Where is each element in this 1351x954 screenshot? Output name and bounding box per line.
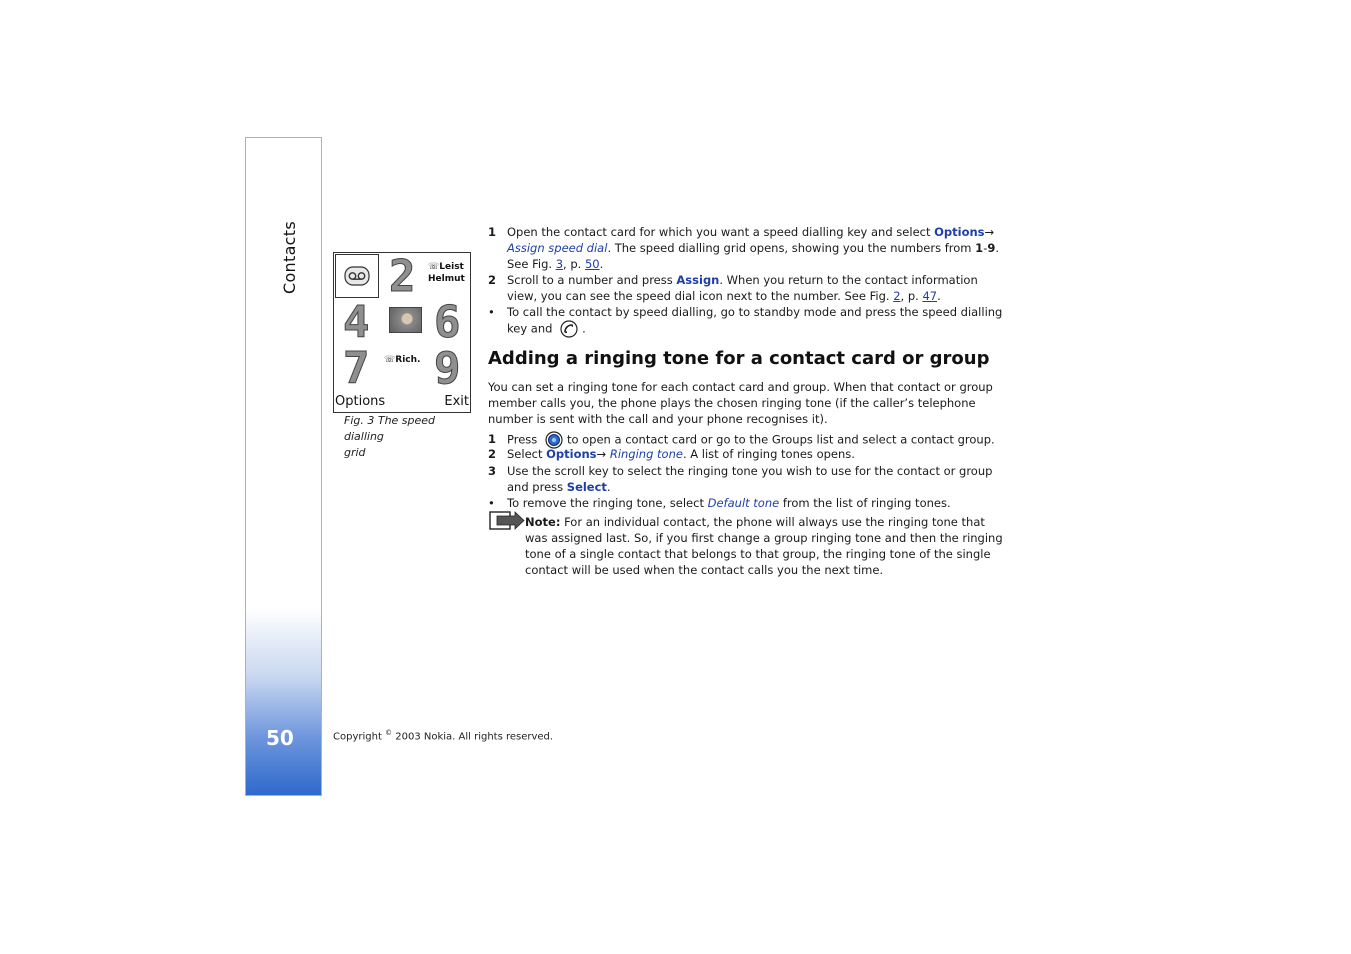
step-number: 2 — [488, 273, 497, 287]
options-keyword: Options — [934, 225, 985, 239]
digit-2: 2 — [389, 251, 414, 302]
figure-caption — [344, 413, 474, 461]
note-icon — [489, 510, 525, 532]
note-label: Note: — [525, 515, 561, 529]
digit-6: 6 — [434, 297, 459, 348]
contact-name: Rich. — [395, 355, 421, 365]
copyright: Copyright © 2003 Nokia. All rights reserved. — [333, 729, 554, 743]
softkey-bar — [334, 394, 470, 412]
contact-phone-icon: ☏ — [384, 355, 396, 365]
contact-tag-helmut: Helmut — [428, 274, 465, 284]
page-number: 50 — [266, 726, 294, 750]
step-number: 2 — [488, 447, 497, 461]
intro-line: number is sent with the call and your phone recognises it). — [488, 412, 828, 426]
softkey-options[interactable]: Options — [335, 394, 386, 409]
digit-4: 4 — [343, 297, 368, 348]
speed-dial-grid-figure — [333, 252, 471, 413]
figure-link[interactable]: 2 — [893, 289, 901, 303]
voicemail-icon — [344, 265, 370, 287]
step-number: 1 — [488, 225, 497, 239]
options-keyword: Options — [546, 447, 597, 461]
contact-tag-rich — [384, 355, 420, 366]
page-link[interactable]: 50 — [584, 257, 600, 271]
assign-speed-dial-command: Assign speed dial — [507, 241, 608, 255]
bullet-mark: • — [488, 496, 495, 510]
speed-dial-instructions: 1 Open the contact card for which you want a speed dialling key and select Options→ Assign speed dial. The speed dialling grid opens, showing you the numbers from 1-9. See Fig. 3, p. 50. 2 Scroll to a number and press Assign. When you return to the contact information view, you can see the speed dial icon next to the number. See Fig. 2, p. 47. • To call the contact by speed dialling, go to standby mode and press the speed dialling key and . — [488, 224, 958, 336]
section-title: Contacts — [280, 221, 299, 294]
ringing-tone-command: Ringing tone — [609, 447, 683, 461]
default-tone-command: Default tone — [707, 496, 780, 510]
softkey-exit[interactable]: Exit — [444, 394, 469, 409]
note-line: was assigned last. So, if you first change a group ringing tone and then the ringing — [525, 531, 1003, 545]
note-line: tone of a single contact that belongs to that group, the ringing tone of the single — [525, 547, 991, 561]
intro-line: You can set a ringing tone for each contact card and group. When that contact or group — [488, 380, 993, 394]
voicemail-cell — [335, 254, 379, 298]
call-key-icon — [558, 320, 580, 338]
figure-caption-line: grid — [344, 446, 366, 459]
intro-line: member calls you, the phone plays the chosen ringing tone (if the caller’s telephone — [488, 396, 976, 410]
step-number: 3 — [488, 464, 497, 478]
copyright-symbol: © — [385, 729, 393, 737]
contact-tag-leist — [428, 262, 464, 273]
step-number: 1 — [488, 432, 497, 446]
assign-keyword: Assign — [676, 273, 720, 287]
figure-caption-line: Fig. 3 The speed dialling — [344, 414, 436, 443]
note-line: contact will be used when the contact calls you the next time. — [525, 563, 884, 577]
figure-link[interactable]: 3 — [555, 257, 564, 271]
section-heading: Adding a ringing tone for a contact card or group — [488, 348, 990, 369]
step-text: Open the contact card for which you want a speed dialling key and select Options→ — [507, 225, 995, 239]
digit-9: 9 — [434, 343, 459, 394]
ringing-tone-instructions: You can set a ringing tone for each contact card and group. When that contact or group member calls you, the phone plays the chosen ringing tone (if the caller’s telephone number is sent with the call and your phone recognises it). 1 Press to open a contact card or go to the Groups list and select a contact group. 2 Select Options→ Ringing tone. A list of ringing tones opens. 3 Use the scroll key to select the ringing tone you wish to use for the contact or group and press Select. • To remove the ringing tone, select Default tone from the list of ringing tones. Note: For an individual contact, the phone will always use the ringing tone that was assigned last. So, if you first change a group ringing tone and then the ringing tone of a single contact that belongs to that group, the ringing tone of the single contact will be used when the contact calls you the next time. — [488, 380, 1003, 577]
contact-photo-thumbnail — [389, 307, 422, 333]
note-line: Note: For an individual contact, the phone will always use the ringing tone that — [525, 515, 985, 529]
select-keyword: Select — [566, 480, 607, 494]
contact-phone-icon: ☏ — [428, 262, 440, 272]
page-link[interactable]: 47 — [922, 289, 938, 303]
contact-name: Leist — [439, 262, 464, 272]
bullet-mark: • — [488, 305, 495, 319]
digit-7: 7 — [343, 343, 368, 394]
